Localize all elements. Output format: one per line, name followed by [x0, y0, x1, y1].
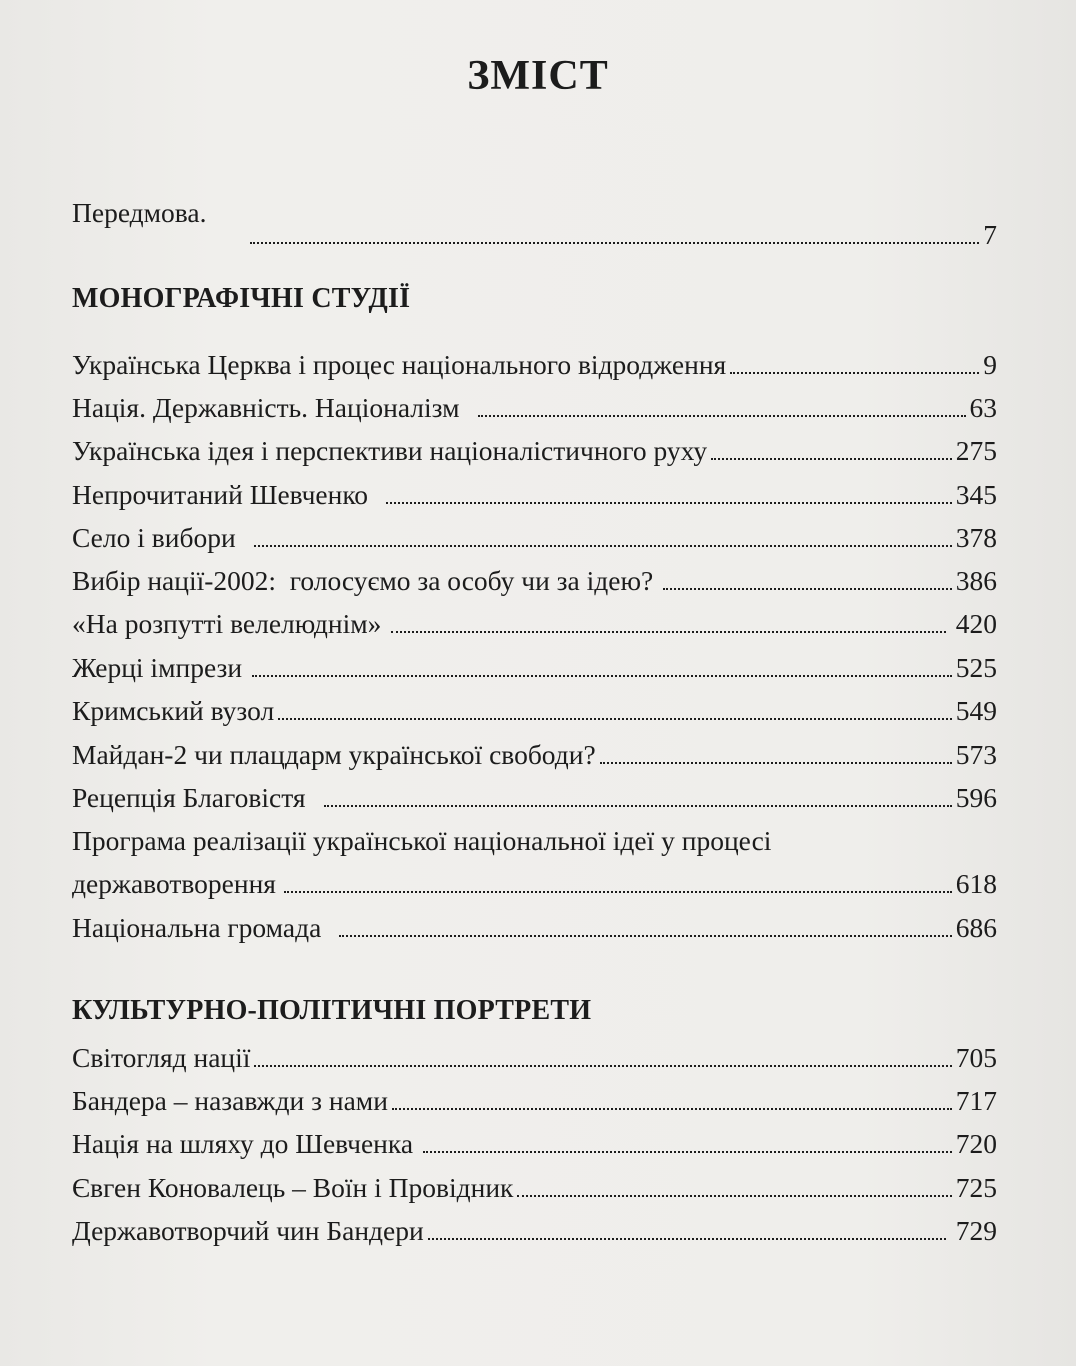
toc-entry[interactable]: [72, 781, 997, 815]
entry-page: 275: [955, 435, 997, 466]
entry-title: Національна громада: [72, 912, 322, 943]
toc-entry[interactable]: [72, 1127, 997, 1161]
dot-leader: [284, 891, 952, 893]
toc-entry[interactable]: [72, 564, 997, 598]
entry-title: Нація. Державність. Націоналізм: [72, 392, 460, 423]
section-heading-monographs: МОНОГРАФІЧНІ СТУДІЇ: [72, 283, 411, 314]
entry-page: 420: [955, 608, 997, 639]
toc-entry-multiline-cont[interactable]: [72, 867, 997, 901]
entry-page: 717: [955, 1085, 997, 1116]
entry-page: 63: [969, 392, 997, 423]
entry-title: Бандера – назавжди з нами: [72, 1085, 388, 1116]
dot-leader: [600, 762, 952, 764]
toc-entry-multiline[interactable]: [72, 824, 997, 858]
toc-entry[interactable]: [72, 607, 997, 641]
dot-leader: [252, 675, 952, 677]
dot-leader: [278, 718, 952, 720]
section-heading-portraits: КУЛЬТУРНО-ПОЛІТИЧНІ ПОРТРЕТИ: [72, 995, 592, 1026]
entry-title: Село і вибори: [72, 522, 236, 553]
toc-entry[interactable]: [72, 1041, 997, 1075]
dot-leader: [517, 1195, 951, 1197]
toc-entry[interactable]: [72, 911, 997, 945]
dot-leader: [250, 242, 979, 244]
entry-title: Непрочитаний Шевченко: [72, 479, 369, 510]
entry-title: Передмова.: [72, 197, 207, 228]
toc-entry[interactable]: [72, 521, 997, 555]
entry-page: 9: [983, 349, 997, 380]
entry-title-line2: державотворення: [72, 868, 276, 899]
entry-page: 7: [983, 219, 997, 250]
entry-title: Кримський вузол: [72, 695, 275, 726]
entry-page: 705: [955, 1042, 997, 1073]
toc-entry[interactable]: [72, 738, 997, 772]
entry-page: 386: [955, 565, 997, 596]
entry-title: Жерці імпрези: [72, 652, 243, 683]
toc-entry[interactable]: [72, 1214, 997, 1248]
dot-leader: [391, 631, 945, 633]
dot-leader: [392, 1108, 952, 1110]
dot-leader: [324, 805, 952, 807]
entry-page: 549: [955, 695, 997, 726]
dot-leader: [428, 1238, 946, 1240]
page-title: ЗМІСТ: [467, 53, 609, 99]
entry-title: «На розпутті велелюднім»: [72, 608, 382, 639]
entry-title: Світогляд нації: [72, 1042, 251, 1073]
toc-entry[interactable]: [72, 1171, 997, 1205]
dot-leader: [663, 588, 952, 590]
dot-leader: [711, 458, 952, 460]
dot-leader: [730, 372, 979, 374]
entry-title: Нація на шляху до Шевченка: [72, 1128, 414, 1159]
entry-page: 618: [955, 868, 997, 899]
entry-page: 686: [955, 912, 997, 943]
entry-page: 725: [955, 1172, 997, 1203]
toc-entry[interactable]: [72, 1084, 997, 1118]
dot-leader: [254, 545, 952, 547]
entry-page: 596: [955, 782, 997, 813]
dot-leader: [386, 502, 952, 504]
entry-page: 720: [955, 1128, 997, 1159]
entry-title: Українська ідея і перспективи націоналістичного руху: [72, 435, 708, 466]
toc-entry[interactable]: [72, 348, 997, 382]
entry-title-line1: Програма реалізації української національної ідеї у процесі: [72, 825, 772, 856]
entry-page: 729: [955, 1215, 997, 1246]
dot-leader: [423, 1151, 952, 1153]
dot-leader: [339, 935, 951, 937]
toc-entry[interactable]: [72, 694, 997, 728]
entry-title: Євген Коновалець – Воїн і Провідник: [72, 1172, 514, 1203]
dot-leader: [478, 415, 966, 417]
entry-title: Рецепція Благовістя: [72, 782, 306, 813]
entry-page: 378: [955, 522, 997, 553]
toc-entry[interactable]: [72, 651, 997, 685]
toc-entry-preface-leader: [72, 218, 997, 252]
entry-page: 573: [955, 739, 997, 770]
entry-title: Українська Церква і процес національного відродження: [72, 349, 727, 380]
entry-title: Вибір нації-2002: голосуємо за особу чи за ідею?: [72, 565, 654, 596]
toc-entry[interactable]: [72, 434, 997, 468]
dot-leader: [254, 1065, 951, 1067]
entry-page: 525: [955, 652, 997, 683]
entry-page: 345: [955, 479, 997, 510]
entry-title: Державотворчий чин Бандери: [72, 1215, 424, 1246]
toc-entry[interactable]: [72, 391, 997, 425]
entry-title: Майдан-2 чи плацдарм української свободи?: [72, 739, 596, 770]
toc-entry[interactable]: [72, 478, 997, 512]
